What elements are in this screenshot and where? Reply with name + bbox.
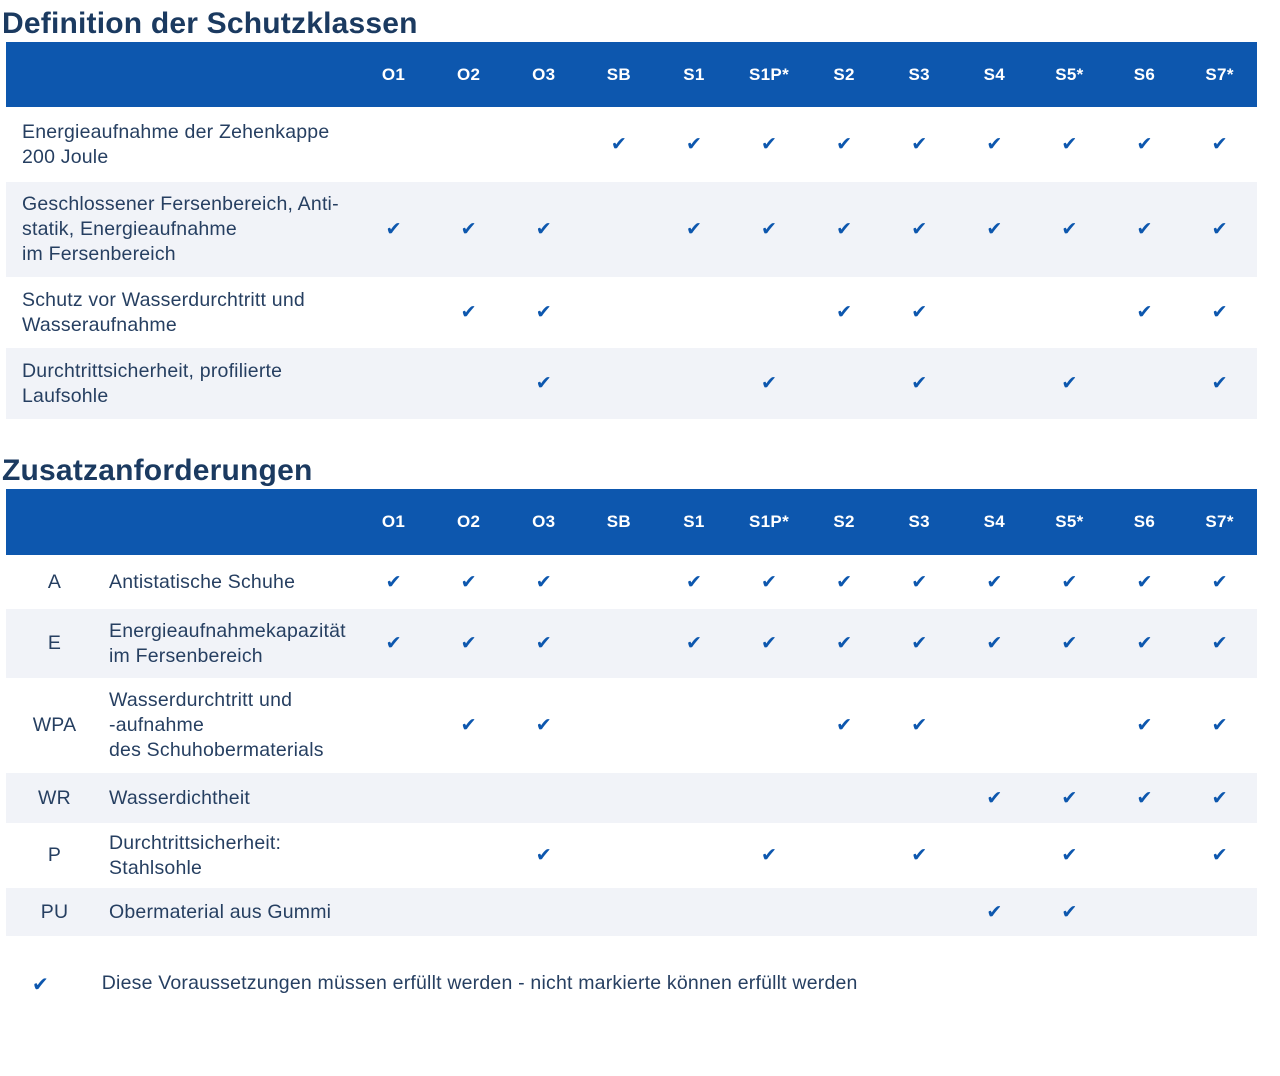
check-cell-S2 — [807, 716, 882, 735]
check-cell-S6 — [1107, 135, 1182, 154]
check-cell-S4 — [957, 900, 1032, 923]
checkmark-icon: ✔ — [1061, 844, 1078, 866]
row-label-line: Durchtrittsicherheit, profilierte — [22, 359, 283, 382]
checkmark-icon: ✔ — [836, 632, 853, 654]
checkmark-icon: ✔ — [986, 786, 1003, 809]
checkmark-icon: ✔ — [911, 218, 928, 240]
checkmark-icon: ✔ — [1211, 844, 1228, 866]
row-label-line: Obermaterial aus Gummi — [109, 900, 332, 923]
check-cell-S5 — [1032, 634, 1107, 653]
row-code: E — [47, 632, 62, 654]
row-label-line: statik, Energieaufnahme — [22, 218, 237, 240]
check-cell-S6 — [1107, 716, 1182, 735]
checkmark-icon: ✔ — [761, 133, 777, 155]
col-header-O3: O3 — [532, 512, 556, 531]
checkmark-icon: ✔ — [460, 714, 477, 736]
row-label — [103, 688, 356, 763]
col-header-S1P: S1P* — [749, 64, 789, 84]
checkmark-icon: ✔ — [836, 218, 853, 240]
checkmark-icon: ✔ — [761, 570, 777, 593]
checkmark-icon: ✔ — [685, 218, 702, 240]
checkmark-icon: ✔ — [535, 632, 552, 654]
table-row — [6, 107, 1257, 182]
checkmark-icon: ✔ — [535, 844, 552, 866]
row-code: WR — [38, 786, 71, 809]
row-label — [6, 120, 356, 170]
check-cell-S3 — [882, 634, 957, 653]
check-cell-S1 — [656, 570, 731, 593]
check-cell-O1 — [356, 570, 431, 593]
checkmark-icon: ✔ — [685, 632, 702, 654]
check-cell-S3 — [882, 303, 957, 322]
table-definition-der-schutzklassen — [6, 42, 1257, 419]
row-label-line: 200 Joule — [22, 145, 109, 168]
check-cell-S5 — [1032, 374, 1107, 393]
checkmark-icon: ✔ — [535, 570, 552, 593]
checkmark-icon: ✔ — [911, 372, 928, 394]
row-label-line: -aufnahme — [109, 714, 205, 736]
check-cell-O3 — [506, 716, 581, 735]
col-header-S5: S5* — [1055, 512, 1084, 531]
checkmark-icon: ✔ — [460, 570, 477, 593]
check-cell-S3 — [882, 135, 957, 154]
checkmark-icon: ✔ — [1211, 133, 1228, 155]
check-cell-S4 — [957, 570, 1032, 593]
check-cell-S7 — [1182, 634, 1257, 653]
check-cell-O3 — [506, 846, 581, 865]
col-header-S3: S3 — [908, 64, 930, 84]
check-cell-S6 — [1107, 570, 1182, 593]
table-header-row — [6, 489, 1257, 555]
col-header-S2: S2 — [833, 64, 855, 84]
check-cell-S7 — [1182, 846, 1257, 865]
check-cell-S5 — [1032, 786, 1107, 809]
checkmark-icon: ✔ — [32, 971, 49, 996]
checkmark-icon: ✔ — [986, 133, 1003, 155]
checkmark-icon: ✔ — [1211, 372, 1228, 394]
row-label-line: Antistatische Schuhe — [109, 570, 296, 593]
table-row — [6, 823, 1257, 888]
checkmark-icon: ✔ — [986, 632, 1003, 654]
check-cell-S4 — [957, 220, 1032, 239]
check-cell-O2 — [431, 716, 506, 735]
checkmark-icon: ✔ — [1211, 632, 1228, 654]
table-row — [6, 348, 1257, 419]
col-header-O2: O2 — [457, 512, 481, 531]
col-header-O1: O1 — [381, 64, 406, 84]
check-cell-S7 — [1182, 220, 1257, 239]
row-label — [6, 192, 356, 267]
check-cell-S5 — [1032, 220, 1107, 239]
col-header-O3: O3 — [532, 64, 556, 84]
checkmark-icon: ✔ — [1061, 133, 1078, 155]
checkmark-icon: ✔ — [911, 844, 928, 866]
check-cell-S5 — [1032, 135, 1107, 154]
col-header-O1: O1 — [381, 512, 406, 531]
checkmark-icon: ✔ — [535, 218, 552, 240]
table-row — [6, 888, 1257, 936]
row-label-line: im Fersenbereich — [22, 243, 176, 265]
checkmark-icon: ✔ — [911, 133, 928, 155]
check-cell-S2 — [807, 220, 882, 239]
check-cell-S1 — [656, 634, 731, 653]
check-cell-S1 — [656, 135, 731, 154]
col-header-S4: S4 — [983, 512, 1005, 531]
row-code: P — [47, 844, 62, 866]
row-label — [103, 786, 356, 811]
check-cell-S6 — [1107, 634, 1182, 653]
checkmark-icon: ✔ — [1211, 570, 1228, 593]
row-label — [103, 831, 356, 881]
col-header-S1: S1 — [683, 512, 705, 531]
check-cell-S2 — [807, 303, 882, 322]
col-header-S7: S7* — [1205, 512, 1234, 531]
row-code: PU — [40, 900, 69, 923]
checkmark-icon: ✔ — [1136, 786, 1153, 809]
checkmark-icon: ✔ — [1211, 218, 1228, 240]
col-header-S1P: S1P* — [749, 512, 789, 531]
table-row — [6, 182, 1257, 277]
col-header-S6: S6 — [1133, 64, 1156, 84]
check-cell-S3 — [882, 716, 957, 735]
checkmark-icon: ✔ — [986, 900, 1003, 923]
row-label — [103, 900, 356, 925]
check-cell-O1 — [356, 634, 431, 653]
check-cell-S1P — [731, 846, 806, 865]
col-header-S4: S4 — [983, 64, 1005, 84]
table-row — [6, 678, 1257, 773]
check-cell-S2 — [807, 570, 882, 593]
table-row — [6, 773, 1257, 823]
check-cell-S1P — [731, 634, 806, 653]
col-header-S1: S1 — [683, 64, 705, 84]
table-header-row — [6, 42, 1257, 107]
check-cell-S4 — [957, 135, 1032, 154]
checkmark-icon: ✔ — [1211, 786, 1228, 809]
checkmark-icon: ✔ — [1211, 714, 1228, 736]
check-cell-S5 — [1032, 570, 1107, 593]
row-label-line: Durchtrittsicherheit: — [109, 831, 282, 854]
checkmark-icon: ✔ — [911, 632, 928, 654]
check-cell-S1P — [731, 135, 806, 154]
checkmark-icon: ✔ — [761, 372, 777, 394]
table-row — [6, 277, 1257, 348]
checkmark-icon: ✔ — [911, 301, 928, 323]
col-header-S2: S2 — [833, 512, 855, 531]
checkmark-icon: ✔ — [1061, 632, 1078, 654]
check-cell-O3 — [506, 570, 581, 593]
checkmark-icon: ✔ — [460, 301, 477, 323]
checkmark-icon: ✔ — [761, 218, 777, 240]
row-code: WPA — [32, 714, 77, 736]
table-row — [6, 555, 1257, 609]
checkmark-icon: ✔ — [836, 570, 853, 593]
check-cell-O1 — [356, 220, 431, 239]
checkmark-icon: ✔ — [1061, 900, 1078, 923]
check-cell-O3 — [506, 634, 581, 653]
row-code: A — [47, 570, 62, 593]
check-cell-S1P — [731, 220, 806, 239]
checkmark-icon: ✔ — [1136, 133, 1153, 155]
checkmark-icon: ✔ — [986, 570, 1003, 593]
row-label-line: des Schuhobermaterials — [109, 739, 324, 761]
check-cell-S3 — [882, 374, 957, 393]
checkmark-icon: ✔ — [1061, 786, 1078, 809]
check-cell-S7 — [1182, 716, 1257, 735]
check-cell-S7 — [1182, 303, 1257, 322]
check-cell-S1P — [731, 570, 806, 593]
check-cell-S3 — [882, 846, 957, 865]
check-cell-S7 — [1182, 374, 1257, 393]
checkmark-icon: ✔ — [460, 218, 477, 240]
checkmark-icon: ✔ — [1061, 218, 1078, 240]
row-label — [103, 619, 356, 669]
checkmark-icon: ✔ — [610, 133, 627, 155]
legend — [0, 972, 1280, 995]
check-cell-O2 — [431, 303, 506, 322]
checkmark-icon: ✔ — [836, 714, 853, 736]
checkmark-icon: ✔ — [986, 218, 1003, 240]
row-label-line: im Fersenbereich — [109, 644, 263, 667]
checkmark-icon: ✔ — [836, 133, 853, 155]
check-cell-S7 — [1182, 135, 1257, 154]
checkmark-icon: ✔ — [1136, 570, 1153, 593]
page-title-zusatzanforderungen: Zusatzanforderungen — [2, 454, 313, 487]
check-cell-S4 — [957, 634, 1032, 653]
check-cell-SB — [581, 135, 656, 154]
col-header-S6: S6 — [1133, 512, 1156, 531]
check-cell-S6 — [1107, 303, 1182, 322]
checkmark-icon: ✔ — [761, 844, 777, 866]
table-zusatzanforderungen — [6, 489, 1257, 936]
col-header-SB: SB — [606, 64, 631, 84]
check-cell-O2 — [431, 220, 506, 239]
checkmark-icon: ✔ — [1136, 218, 1153, 240]
col-header-S3: S3 — [908, 512, 930, 531]
check-cell-O2 — [431, 634, 506, 653]
checkmark-icon: ✔ — [1136, 632, 1153, 654]
check-cell-S4 — [957, 786, 1032, 809]
check-cell-S6 — [1107, 220, 1182, 239]
check-cell-O3 — [506, 220, 581, 239]
check-cell-O2 — [431, 570, 506, 593]
row-label-line: Wasseraufnahme — [22, 313, 177, 336]
row-label-line: Wasserdichtheit — [109, 786, 250, 809]
checkmark-icon: ✔ — [836, 301, 853, 323]
col-header-S5: S5* — [1055, 64, 1084, 84]
check-cell-O3 — [506, 374, 581, 393]
row-label — [6, 359, 356, 409]
checkmark-icon: ✔ — [535, 301, 552, 323]
checkmark-icon: ✔ — [685, 570, 702, 593]
checkmark-icon: ✔ — [1061, 570, 1078, 593]
checkmark-icon: ✔ — [385, 570, 402, 593]
row-label-line: Wasserdurchtritt und — [109, 689, 293, 711]
check-cell-S1P — [731, 374, 806, 393]
check-cell-S3 — [882, 220, 957, 239]
legend-text: Diese Voraussetzungen müssen erfüllt werden - nicht markierte können erfüllt werden — [101, 972, 858, 994]
row-label — [103, 570, 356, 595]
check-cell-S2 — [807, 634, 882, 653]
checkmark-icon: ✔ — [1211, 301, 1228, 323]
checkmark-icon: ✔ — [535, 714, 552, 736]
col-header-O2: O2 — [457, 64, 481, 84]
check-cell-O3 — [506, 303, 581, 322]
col-header-S7: S7* — [1205, 64, 1234, 84]
check-cell-S7 — [1182, 786, 1257, 809]
row-label-line: Stahlsohle — [109, 856, 203, 879]
checkmark-icon: ✔ — [1061, 372, 1078, 394]
checkmark-icon: ✔ — [460, 632, 477, 654]
row-label — [6, 288, 356, 338]
check-cell-S7 — [1182, 570, 1257, 593]
check-cell-S5 — [1032, 900, 1107, 923]
checkmark-icon: ✔ — [911, 570, 928, 593]
checkmark-icon: ✔ — [385, 218, 402, 240]
check-cell-S6 — [1107, 786, 1182, 809]
check-cell-S5 — [1032, 846, 1107, 865]
checkmark-icon: ✔ — [761, 632, 777, 654]
row-label-line: Laufsohle — [22, 384, 109, 407]
row-label-line: Schutz vor Wasserdurchtritt und — [22, 288, 305, 311]
col-header-SB: SB — [606, 512, 631, 531]
checkmark-icon: ✔ — [911, 714, 928, 736]
row-label-line: Energieaufnahme der Zehenkappe — [22, 120, 330, 143]
checkmark-icon: ✔ — [385, 632, 402, 654]
table-row — [6, 609, 1257, 678]
checkmark-icon: ✔ — [1136, 301, 1153, 323]
checkmark-icon: ✔ — [535, 372, 552, 394]
page-title-definitions: Definition der Schutzklassen — [2, 7, 418, 40]
checkmark-icon: ✔ — [685, 133, 702, 155]
check-cell-S3 — [882, 570, 957, 593]
row-label-line: Energieaufnahmekapazität — [109, 619, 346, 642]
row-label-line: Geschlossener Fersenbereich, Anti- — [22, 193, 339, 215]
check-cell-S1 — [656, 220, 731, 239]
check-cell-S2 — [807, 135, 882, 154]
checkmark-icon: ✔ — [1136, 714, 1153, 736]
